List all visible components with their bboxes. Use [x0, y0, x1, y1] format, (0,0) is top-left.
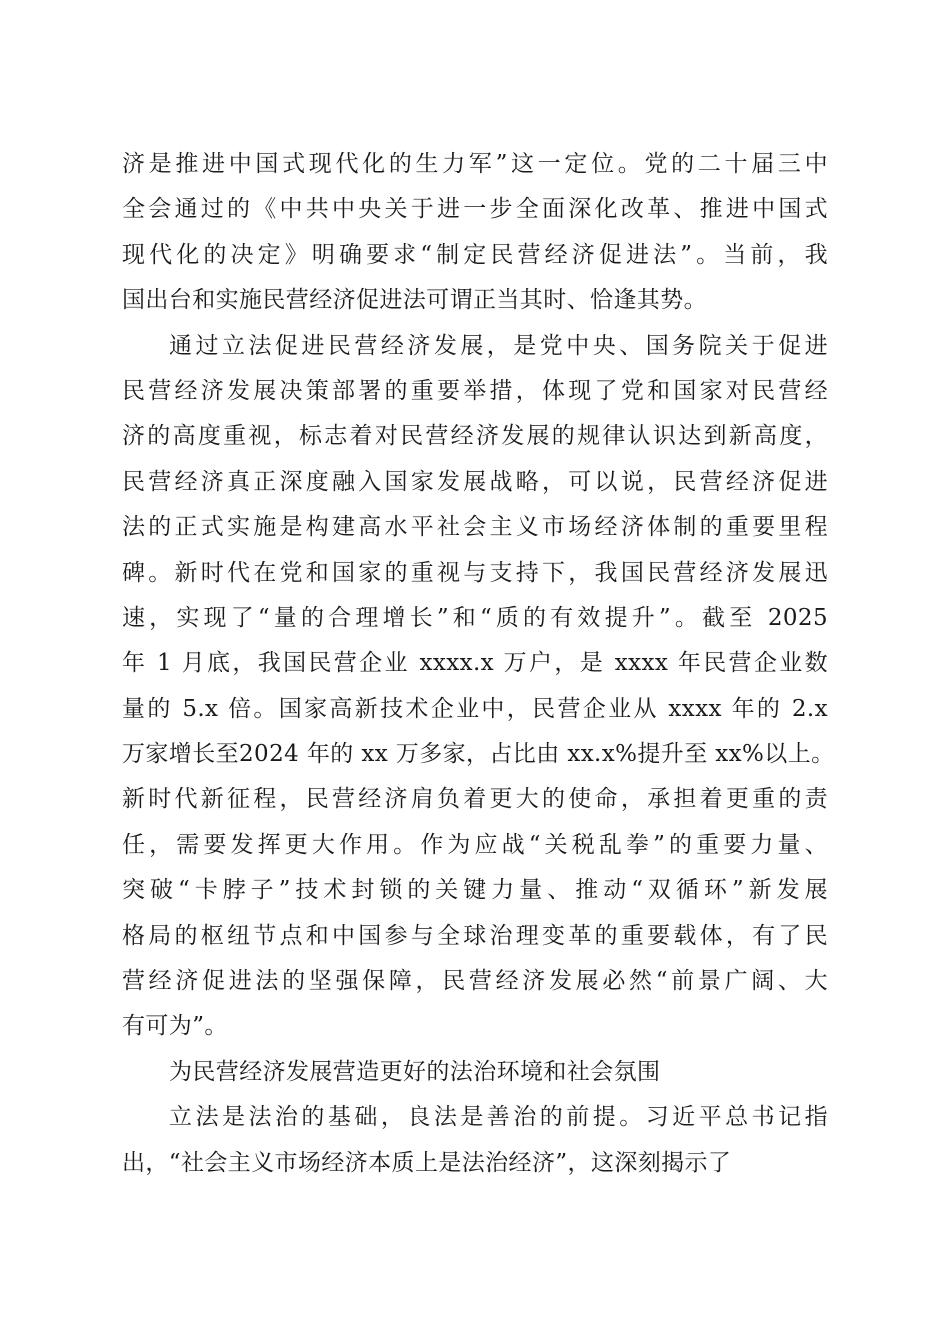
text-line: 营经济促进法的坚强保障，民营经济发展必然“前景广阔、大: [122, 968, 828, 995]
text-line: 新时代新征程，民营经济肩负着更大的使命，承担着更重的责: [122, 786, 828, 813]
text-line: 济是推进中国式现代化的生力军”这一定位。党的二十届三中: [122, 151, 828, 177]
text-line: 通过立法促进民营经济发展，是党中央、国务院关于促进: [169, 332, 828, 359]
text-line: 法的正式实施是构建高水平社会主义市场经济体制的重要里程: [122, 514, 828, 541]
text-line: 有可为”。: [122, 1013, 228, 1040]
text-line: 全会通过的《中共中央关于进一步全面深化改革、推进中国式: [122, 196, 828, 223]
text-line: 民营经济真正深度融入国家发展战略，可以说，民营经济促进: [122, 468, 828, 495]
document-body: [122, 142, 835, 1186]
text-line: 立法是法治的基础，良法是善治的前提。习近平总书记指: [169, 1104, 828, 1131]
text-line: 万家增长至2024 年的 xx 万多家，占比由 xx.x%提升至 xx%以上。: [122, 741, 835, 768]
text-line: 为民营经济发展营造更好的法治环境和社会氛围: [169, 1058, 661, 1085]
text-line: 碑。新时代在党和国家的重视与支持下，我国民营经济发展迅: [122, 559, 828, 586]
text-line: 济的高度重视，标志着对民营经济发展的规律认识达到新高度，: [122, 423, 828, 450]
paragraph: [122, 142, 828, 324]
text-line: 格局的枢纽节点和中国参与全球治理变革的重要载体，有了民: [122, 922, 828, 949]
text-line: 年 1 月底，我国民营企业 xxxx.x 万户，是 xxxx 年民营企业数: [122, 650, 828, 677]
text-line: 出，“社会主义市场经济本质上是法治经济”，这深刻揭示了: [122, 1149, 732, 1176]
text-line: 现代化的决定》明确要求“制定民营经济促进法”。当前，我: [122, 241, 828, 268]
text-line: 国出台和实施民营经济促进法可谓正当其时、恰逢其势。: [122, 287, 707, 314]
section-heading: [122, 1050, 828, 1095]
text-line: 突破“卡脖子”技术封锁的关键力量、推动“双循环”新发展: [122, 877, 828, 904]
paragraph: [122, 1095, 828, 1186]
text-line: 量的 5.x 倍。国家高新技术企业中，民营企业从 xxxx 年的 2.x: [122, 695, 828, 722]
paragraph: [122, 324, 835, 1050]
text-line: 速，实现了“量的合理增长”和“质的有效提升”。截至 2025: [122, 604, 828, 631]
text-line: 任，需要发挥更大作用。作为应战“关税乱拳”的重要力量、: [122, 831, 828, 858]
text-line: 民营经济发展决策部署的重要举措，体现了党和国家对民营经: [122, 377, 828, 404]
